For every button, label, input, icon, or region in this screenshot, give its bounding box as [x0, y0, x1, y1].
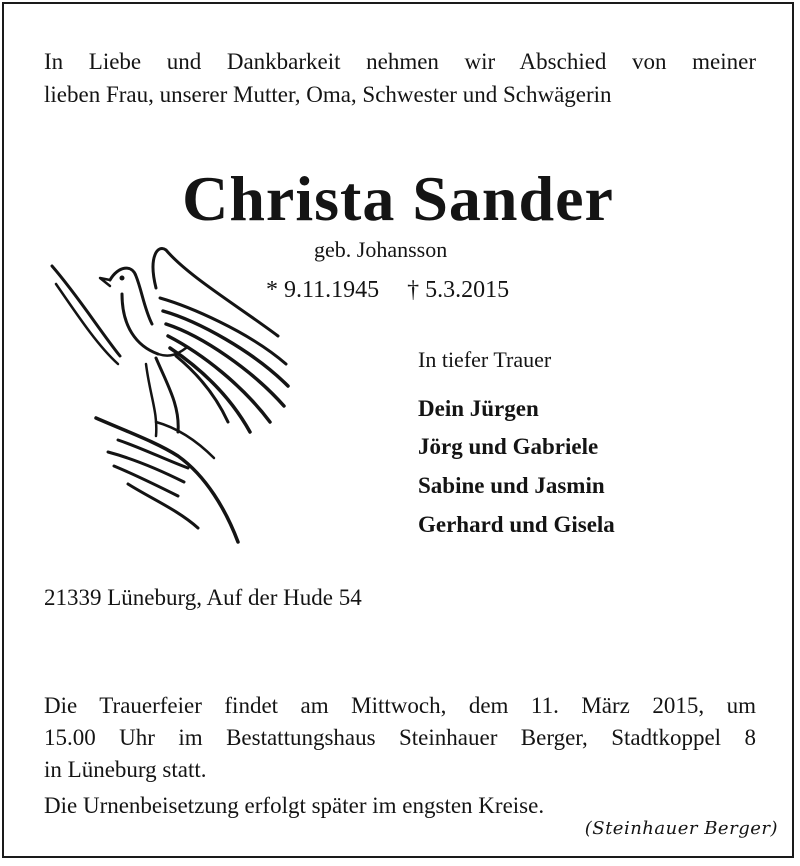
ceremony-line-2: 15.00 Uhr im Bestattungshaus Steinhauer Berger, Stadtkoppel 8	[44, 725, 756, 750]
mourning-heading: In tiefer Trauer	[418, 347, 552, 372]
mourner-item: Jörg und Gabriele	[418, 434, 599, 459]
obituary-notice	[2, 2, 794, 858]
funeral-home-signature: (Steinhauer Berger)	[584, 818, 778, 839]
urn-burial-line: Die Urnenbeisetzung erfolgt später im engsten Kreise.	[44, 793, 545, 818]
birth-name: geb. Johansson	[314, 237, 448, 262]
intro-line-2: lieben Frau, unserer Mutter, Oma, Schwester und Schwägerin	[44, 82, 612, 107]
intro-line-1: In Liebe und Dankbarkeit nehmen wir Abschied von meiner	[44, 49, 756, 74]
mourner-item: Sabine und Jasmin	[418, 473, 605, 498]
deceased-name: Christa Sander	[182, 163, 614, 234]
death-date: † 5.3.2015	[407, 277, 510, 303]
mourner-item: Dein Jürgen	[418, 396, 539, 421]
ceremony-line-3: in Lüneburg statt.	[44, 757, 207, 782]
mourner-item: Gerhard und Gisela	[418, 512, 615, 537]
birth-date: * 9.11.1945	[266, 277, 380, 303]
ceremony-line-1: Die Trauerfeier findet am Mittwoch, dem 11. März 2015, um	[44, 693, 756, 718]
dove-on-hand-icon	[38, 236, 308, 556]
address: 21339 Lüneburg, Auf der Hude 54	[44, 585, 362, 610]
